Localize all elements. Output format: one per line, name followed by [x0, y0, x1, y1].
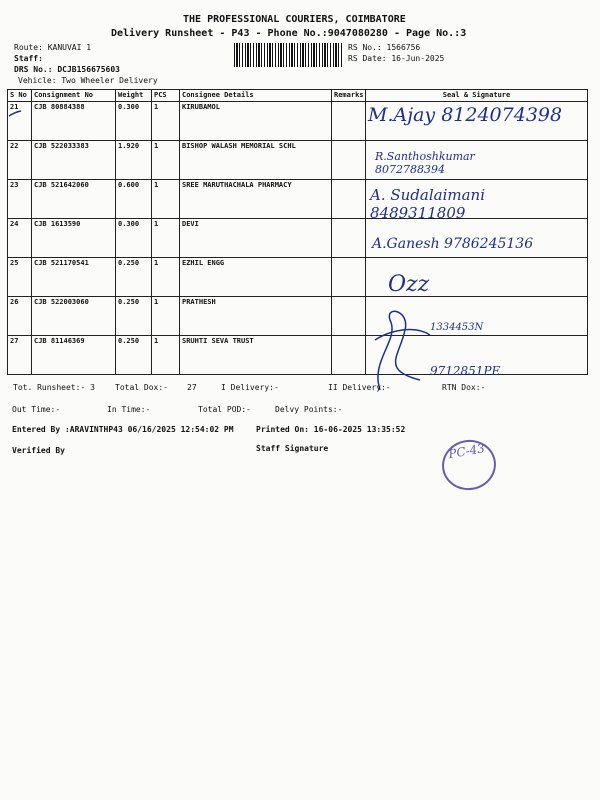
- row-weight: 0.250: [116, 258, 152, 297]
- drs-no: DRS No.: DCJB156675603: [14, 65, 120, 74]
- signature-row-22: R.Santhoshkumar 8072788394: [375, 150, 475, 176]
- signature-row-27: 9712851PE: [430, 364, 501, 378]
- col-consignee: Consignee Details: [180, 90, 332, 102]
- row-consignee: BISHOP WALASH MEMORIAL SCHL: [180, 141, 332, 180]
- runsheet-table: [7, 89, 588, 375]
- row-remarks: [332, 258, 366, 297]
- rtn-dox: RTN Dox:-: [442, 383, 486, 392]
- tot-runsheet: Tot. Runsheet:- 3: [13, 383, 95, 392]
- row-weight: 1.920: [116, 141, 152, 180]
- total-pod: Total POD:-: [198, 405, 251, 414]
- row-consignment: CJB 521170541: [32, 258, 116, 297]
- row-consignee: PRATHESH: [180, 297, 332, 336]
- row-consignment: CJB 80884388: [32, 102, 116, 141]
- i-delivery: I Delivery:-: [221, 383, 279, 392]
- verified-by: Verified By: [12, 446, 65, 455]
- row-remarks: [332, 102, 366, 141]
- printed-on: Printed On: 16-06-2025 13:35:52: [256, 425, 406, 434]
- row-consignee: SREE MARUTHACHALA PHARMACY: [180, 180, 332, 219]
- col-consignment: Consignment No: [32, 90, 116, 102]
- row-pcs: 1: [152, 219, 180, 258]
- row-remarks: [332, 180, 366, 219]
- signature-row-23: A. Sudalaimani 8489311809: [370, 186, 486, 222]
- row-pcs: 1: [152, 336, 180, 375]
- row-consignment: CJB 521642060: [32, 180, 116, 219]
- signature-row-21: M.Ajay 8124074398: [368, 104, 563, 126]
- row-weight: 0.250: [116, 297, 152, 336]
- row-sno: 21: [8, 102, 32, 141]
- delvy-points: Delvy Points:-: [275, 405, 343, 414]
- entered-by: Entered By :ARAVINTHP43 06/16/2025 12:54:02 PM: [12, 425, 234, 434]
- row-sno: 26: [8, 297, 32, 336]
- row-weight: 0.300: [116, 102, 152, 141]
- row-consignee: SRUHTI SEVA TRUST: [180, 336, 332, 375]
- barcode: [234, 43, 344, 67]
- col-remarks: Remarks: [332, 90, 366, 102]
- row-pcs: 1: [152, 180, 180, 219]
- row-sno: 22: [8, 141, 32, 180]
- row-remarks: [332, 219, 366, 258]
- signature-row-25: Ozz: [388, 272, 430, 297]
- row-pcs: 1: [152, 141, 180, 180]
- rs-no: RS No.: 1566756: [348, 43, 421, 52]
- row-remarks: [332, 141, 366, 180]
- col-sno: S No: [8, 90, 32, 102]
- col-signature: Seal & Signature: [366, 90, 588, 102]
- route-label: Route: KANUVAI 1: [14, 43, 92, 52]
- row-consignee: DEVI: [180, 219, 332, 258]
- tick-mark: [8, 110, 22, 118]
- row-sno: 23: [8, 180, 32, 219]
- col-weight: Weight: [116, 90, 152, 102]
- row-sno: 25: [8, 258, 32, 297]
- rs-date: RS Date: 16-Jun-2025: [348, 54, 445, 63]
- signature-row-26: 1334453N: [430, 322, 484, 333]
- row-weight: 0.300: [116, 219, 152, 258]
- row-weight: 0.600: [116, 180, 152, 219]
- row-consignment: CJB 1613590: [32, 219, 116, 258]
- table-row: [8, 297, 588, 336]
- table-row: [8, 336, 588, 375]
- stamp-text: PC-43: [447, 441, 486, 462]
- scribble-signature: [360, 300, 440, 395]
- staff-label: Staff:: [14, 54, 43, 63]
- table-header-row: [8, 90, 588, 102]
- out-time: Out Time:-: [12, 405, 61, 414]
- row-pcs: 1: [152, 102, 180, 141]
- runsheet-subtitle: Delivery Runsheet - P43 - Phone No.:9047080280 - Page No.:3: [111, 28, 467, 39]
- footer-summary: [12, 382, 486, 393]
- row-pcs: 1: [152, 258, 180, 297]
- row-consignee: KIRUBAMOL: [180, 102, 332, 141]
- table-row: [8, 258, 588, 297]
- signature-row-24: A.Ganesh 9786245136: [372, 236, 534, 252]
- ii-delivery: II Delivery:-: [328, 383, 391, 392]
- staff-signature: Staff Signature: [256, 444, 329, 453]
- row-consignment: CJB 522033383: [32, 141, 116, 180]
- row-consignee: EZHIL ENGG: [180, 258, 332, 297]
- vehicle-label: Vehicle: Two Wheeler Delivery: [18, 76, 158, 85]
- col-pcs: PCS: [152, 90, 180, 102]
- row-sno: 24: [8, 219, 32, 258]
- pc-stamp: [438, 436, 500, 495]
- row-consignment: CJB 522003060: [32, 297, 116, 336]
- total-dox: Total Dox:-: [115, 383, 168, 392]
- row-consignment: CJB 81146369: [32, 336, 116, 375]
- row-pcs: 1: [152, 297, 180, 336]
- in-time: In Time:-: [107, 405, 151, 414]
- company-title: THE PROFESSIONAL COURIERS, COIMBATORE: [183, 14, 406, 25]
- row-sno: 27: [8, 336, 32, 375]
- total-dox-value: 27: [187, 383, 197, 392]
- row-weight: 0.250: [116, 336, 152, 375]
